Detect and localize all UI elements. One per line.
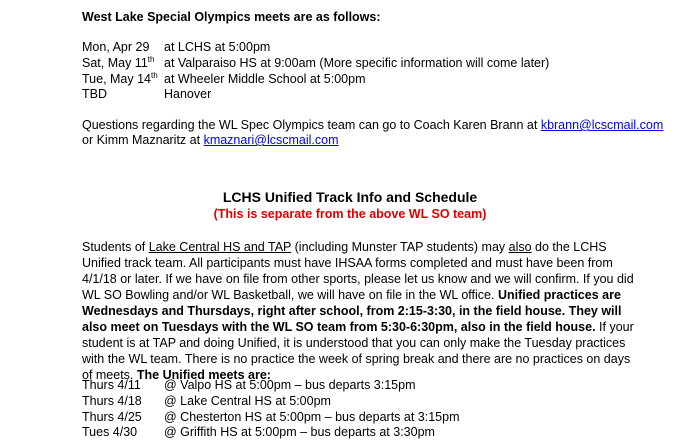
meet-date: Sat, May 11th xyxy=(82,54,155,70)
lchs-subtitle: (This is separate from the above WL SO team) xyxy=(213,207,487,221)
lchs-title: LCHS Unified Track Info and Schedule xyxy=(222,189,478,205)
meet-date: Mon, Apr 29 xyxy=(82,40,150,54)
meet-date: Thurs 4/25 xyxy=(82,410,142,424)
meet-info: @ Valpo HS at 5:00pm – bus departs 3:15pm xyxy=(164,378,416,392)
meet-date: Tue, May 14th xyxy=(82,70,158,86)
meet-info: Hanover xyxy=(164,87,212,101)
meet-info: at LCHS at 5:00pm xyxy=(164,40,271,54)
meet-info: at Valparaiso HS at 9:00am (More specific information will come later) xyxy=(164,56,550,70)
meet-date: Thurs 4/11 xyxy=(82,378,141,392)
email-link-kbrann[interactable]: kbrann@lcscmail.com xyxy=(540,118,664,132)
lchs-paragraph: Students of Lake Central HS and TAP (including Munster TAP students) may also do the LCHS Unified track team. All participants must have IHSAA forms completed and must have been from 4/1/18 or later. If we have on file from other sports, please let us know and we will confirm. If you did WL SO Bowling and/or WL Basketball, we will have on file in the WL office. Unified practices are Wednesdays and Thursdays, right after school, from 2:15-3:30, in the field house. They will also meet on Tuesdays with the WL SO team from 5:30-6:30pm, also in the field house. If your student is at TAP and doing Unified, it is understood that you can only make the Tuesday practices with the WL team. There is no practice the week of spring break and there are no practices on days of meets. The Unified meets are: xyxy=(82,240,634,382)
email-link-kmaznari[interactable]: kmaznari@lcscmail.com xyxy=(203,133,339,147)
meet-info: @ Chesterton HS at 5:00pm – bus departs at 3:15pm xyxy=(164,410,460,424)
wl-questions-line1: Questions regarding the WL Spec Olympics team can go to Coach Karen Brann at kbrann@lcscmail.com xyxy=(82,118,664,132)
meet-date: Tues 4/30 xyxy=(82,425,138,439)
meet-info: @ Griffith HS at 5:00pm – bus departs at 3:30pm xyxy=(164,425,435,439)
wl-questions-line2: or Kimm Maznaritz at kmaznari@lcscmail.com xyxy=(82,133,339,147)
meet-info: at Wheeler Middle School at 5:00pm xyxy=(164,72,366,86)
meet-info: @ Lake Central HS at 5:00pm xyxy=(164,394,331,408)
meet-date: Thurs 4/18 xyxy=(82,394,142,408)
meet-date: TBD xyxy=(82,87,107,101)
wl-heading: West Lake Special Olympics meets are as follows: xyxy=(82,10,381,24)
